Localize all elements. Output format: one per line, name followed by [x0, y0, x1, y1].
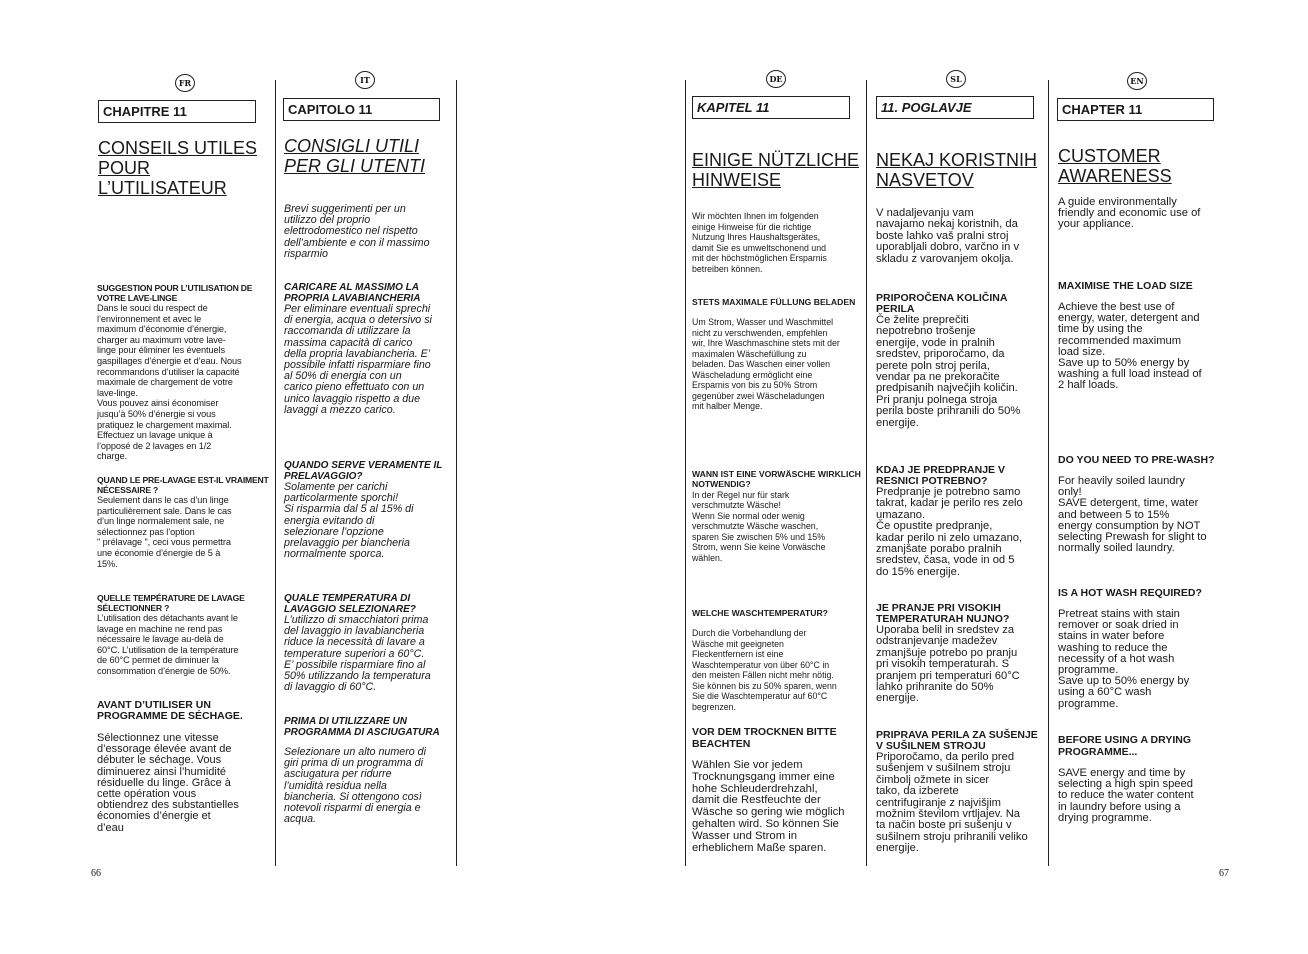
section-heading: WANN IST EINE VORWÄSCHE WIRKLICH NOTWENDIG?: [692, 469, 861, 490]
intro-text-sl: V nadaljevanju vam navajamo nekaj koristnih, da boste lahko vaš pralni stroj uporabljali dobro, varčno in v skladu z varovanjem okolja.: [876, 207, 1020, 265]
section-body: Achieve the best use of energy, water, detergent and time by using the recommended maximum load size. Save up to 50% energy by washing a full load instead of 2 half loads.: [1058, 301, 1202, 392]
section-heading: PRIMA DI UTILIZZARE UN PROGRAMMA DI ASCIUGATURA: [284, 716, 440, 738]
section-body: For heavily soiled laundry only! SAVE detergent, time, water and between 5 to 15% energy consumption by NOT selecting Prewash for slight to normally soiled laundry.: [1058, 475, 1207, 555]
section-heading: DO YOU NEED TO PRE-WASH?: [1058, 454, 1215, 466]
section-body: L’utilisation des détachants avant le lavage en machine ne rend pas nécessaire le lavage au-delà de 60°C. L’utilisation de la température de 60°C permet de diminuer la consommation d’énergie de 50%.: [97, 613, 239, 676]
section-title-it-line1: CONSIGLI UTILI: [284, 136, 420, 156]
section-title-it: [284, 136, 454, 176]
section-title-sl-line1: NEKAJ KORISTNIH: [876, 150, 1038, 170]
section-title-fr: [98, 138, 273, 198]
section-heading: VOR DEM TROCKNEN BITTE BEACHTEN: [692, 726, 837, 750]
language-badge-it: IT: [355, 71, 375, 89]
section-body: Per eliminare eventuali sprechi di energia, acqua o detersivo si raccomanda di utilizzare la massima capacità di carico della propria lavabiancheria. E’ possibile infatti risparmiare fino al 50% di energia con un carico pieno effettuato con un unico lavaggio rispetto a due lavaggi a mezzo carico.: [284, 303, 432, 416]
section-body: Selezionare un alto numero di giri prima di un programma di asciugatura per ridurre l’umidità residua nella biancheria. Si ottengono così notevoli risparmi di energia e acqua.: [284, 746, 426, 826]
section-body: Pretreat stains with stain remover or soak dried in stains in water before washing to reduce the necessity of a hot wash programme. Save up to 50% energy by using a 60°C wash programme.: [1058, 608, 1190, 710]
language-badge-en: EN: [1127, 72, 1147, 90]
en-section-load: [1058, 280, 1228, 392]
section-heading: PRIPOROČENA KOLIČINA PERILA: [876, 292, 1008, 315]
en-section-prewash: [1058, 454, 1228, 554]
chapter-label-sl: 11. POGLAVJE: [876, 96, 1034, 119]
intro-text-en: A guide environmentally friendly and economic use of your appliance.: [1058, 196, 1201, 231]
section-heading: SUGGESTION POUR L’UTILISATION DE VOTRE LAVE-LINGE: [97, 283, 253, 303]
section-body: In der Regel nur für stark verschmutzte Wäsche! Wenn Sie normal oder wenig verschmutzte Wäsche waschen, sparen Sie zwischen 5% und 15% Strom, wenn Sie keine Vorwäsche wählen.: [692, 489, 826, 563]
page-number-left: 66: [91, 868, 101, 879]
it-section-prewash: [284, 460, 454, 560]
section-title-fr-line1: CONSEILS UTILES: [98, 138, 258, 158]
it-section-load: [284, 282, 454, 416]
section-heading: KDAJ JE PREDPRANJE V RESNICI POTREBNO?: [876, 464, 1005, 487]
intro-text-de: Wir möchten Ihnen im folgenden einige Hinweise für die richtige Nutzung Ihres Haushaltsgerätes, damit Sie es umweltschonend und mit der höchstmöglichen Ersparnis betreiben können.: [692, 211, 827, 274]
language-badge-de: DE: [766, 70, 786, 88]
section-title-en-line1: CUSTOMER: [1058, 146, 1161, 166]
section-body: L’utilizzo di smacchiatori prima del lavaggio in lavabiancheria riduce la necessità di lavare a temperature superiori a 60°C. E’ possibile risparmiare fino al 50% utilizzando la temperatura di lavaggio di 60°C.: [284, 614, 431, 694]
section-heading: QUELLE TEMPÉRATURE DE LAVAGE SÉLECTIONNER ?: [97, 593, 245, 613]
section-body: Če želite preprečiti nepotrebno trošenje energije, vode in pralnih sredstev, priporočamo, da perete poln stroj perila, vendar pa ne prekoračite predpisanih največjih količin. Pri pranju polnega stroja perila boste prihranili do 50% energije.: [876, 314, 1021, 429]
sl-section-load: [876, 293, 1046, 429]
section-title-en: [1058, 146, 1228, 186]
it-section-temperature: [284, 593, 454, 693]
section-body: Priporočamo, da perilo pred sušenjem v sušilnem stroju čimbolj ožmete in sicer tako, da izberete centrifugiranje z najvišjim možnim številom vrtljajev. Na ta način boste pri sušenju v sušilnem stroju prihranili veliko energije.: [876, 751, 1028, 855]
divider-line-fr-it: [275, 80, 276, 866]
divider-line-de-left: [685, 80, 686, 866]
section-heading: BEFORE USING A DRYING PROGRAMME...: [1058, 734, 1192, 758]
section-title-en-line2: AWARENESS: [1058, 166, 1172, 186]
section-title-de-line1: EINIGE NÜTZLICHE: [692, 150, 860, 170]
sl-section-prewash: [876, 465, 1046, 578]
section-body: Wählen Sie vor jedem Trocknungsgang immer eine hohe Schleuderdrehzahl, damit die Restfeuchte der Wäsche so gering wie möglich gehalten wird. So können Sie Wasser und Strom in erheblichem Maße sparen.: [692, 759, 845, 854]
en-section-drying: [1058, 734, 1228, 824]
section-heading: AVANT D’UTILISER UN PROGRAMME DE SÉCHAGE.: [97, 699, 243, 722]
section-title-it-line2: PER GLI UTENTI: [284, 156, 426, 176]
page-number-right: 67: [1219, 868, 1229, 879]
section-heading: WELCHE WASCHTEMPERATUR?: [692, 608, 828, 618]
chapter-label-fr: CHAPITRE 11: [98, 100, 256, 123]
fr-section-drying: [97, 700, 272, 834]
de-section-prewash: [692, 469, 864, 563]
fr-section-load: [97, 283, 272, 462]
de-section-drying: [692, 726, 864, 854]
de-section-temperature: [692, 608, 864, 712]
section-heading: QUANDO SERVE VERAMENTE IL PRELAVAGGIO?: [284, 460, 443, 482]
section-title-sl: [876, 150, 1046, 190]
section-heading: PRIPRAVA PERILA ZA SUŠENJE V SUŠILNEM STROJU: [876, 729, 1038, 752]
section-heading: MAXIMISE THE LOAD SIZE: [1058, 280, 1193, 292]
section-body: Dans le souci du respect de l’environnement et avec le maximum d’économie d’énergie, charger au maximum votre lave- linge pour éliminer les éventuels gaspillages d’énergie et d’eau. Nous recommandons d’utiliser la capacité maximale de chargement de votre lave-linge. Vous pouvez ainsi économiser jusqu’à 50% d’énergie si vous pratiquez le chargement maximal. Effectuez un lavage unique à l’opposé de 2 lavages en 1/2 charge.: [97, 303, 242, 462]
section-body: Uporaba belil in sredstev za odstranjevanje madežev zmanjšuje potrebo po pranju pri visokih temperaturah. S pranjem pri temperaturi 60°C lahko prihranite do 50% energije.: [876, 624, 1020, 705]
section-heading: CARICARE AL MASSIMO LA PROPRIA LAVABIANCHERIA: [284, 282, 421, 304]
intro-text-it: Brevi suggerimenti per un utilizzo del proprio elettrodomestico nel rispetto dell’ambiente e con il massimo risparmio: [284, 203, 430, 260]
section-body: SAVE energy and time by selecting a high spin speed to reduce the water content in laundry before using a drying programme.: [1058, 767, 1194, 824]
divider-line-de-sl: [866, 80, 867, 866]
chapter-label-en: CHAPTER 11: [1057, 98, 1214, 121]
section-title-fr-line2: POUR L’UTILISATEUR: [98, 158, 227, 198]
en-section-temperature: [1058, 587, 1228, 710]
de-section-load: [692, 297, 864, 412]
section-title-de: [692, 150, 864, 190]
section-heading: IS A HOT WASH REQUIRED?: [1058, 587, 1202, 599]
section-body: Solamente per carichi particolarmente sporchi! Si risparmia dal 5 al 15% di energia evitando di selezionare l’opzione prelavaggio per biancheria normalmente sporca.: [284, 481, 414, 561]
section-heading: JE PRANJE PRI VISOKIH TEMPERATURAH NUJNO?: [876, 602, 1010, 625]
section-body: Predpranje je potrebno samo takrat, kadar je perilo res zelo umazano. Če opustite predpranje, kadar perilo ni zelo umazano, zmanjšate porabo pralnih sredstev, časa, vode in od 5 do 15% energije.: [876, 486, 1023, 578]
section-title-sl-line2: NASVETOV: [876, 170, 974, 190]
fr-section-prewash: [97, 475, 272, 569]
sl-section-temperature: [876, 603, 1046, 705]
fr-section-temperature: [97, 593, 272, 677]
section-body: Um Strom, Wasser und Waschmittel nicht zu verschwenden, empfehlen wir, Ihre Waschmaschine stets mit der maximalen Wäschefüllung zu beladen. Das Waschen einer vollen Wäscheladung ermöglicht eine Ersparnis von bis zu 50% Strom gegenüber zwei Wäscheladungen mit halber Menge.: [692, 317, 840, 412]
section-body: Seulement dans le cas d’un linge particulièrement sale. Dans le cas d’un linge normalement sale, ne sélectionnez pas l’option " prélavage ", ceci vous permettra une économie d’énergie de 5 à 15%.: [97, 495, 232, 569]
section-body: Durch die Vorbehandlung der Wäsche mit geeigneten Fleckentfernern ist eine Waschtemperatur von über 60°C in den meisten Fällen nicht mehr nötig. Sie können bis zu 50% sparen, wenn Sie die Waschtemperatur auf 60°C begrenzen.: [692, 628, 837, 712]
language-badge-fr: FR: [175, 74, 195, 92]
chapter-label-de: KAPITEL 11: [692, 96, 850, 119]
section-title-de-line2: HINWEISE: [692, 170, 782, 190]
section-heading: STETS MAXIMALE FÜLLUNG BELADEN: [692, 297, 856, 307]
sl-section-drying: [876, 730, 1046, 855]
section-heading: QUALE TEMPERATURA DI LAVAGGIO SELEZIONARE?: [284, 593, 416, 615]
it-section-drying: [284, 716, 454, 825]
divider-line-sl-en: [1048, 80, 1049, 866]
chapter-label-it-text: CAPITOLO 11: [288, 102, 373, 117]
section-heading: QUAND LE PRE-LAVAGE EST-IL VRAIMENT NÉCESSAIRE ?: [97, 475, 269, 495]
section-body: Sélectionnez une vitesse d’essorage élevée avant de débuter le séchage. Vous diminuerez ainsi l’humidité résiduelle du linge. Grâce à cette opération vous obtiendrez des substantielles économies d’énergie et d’eau: [97, 732, 239, 834]
language-badge-sl: SL: [946, 70, 966, 88]
divider-line-it-right: [456, 80, 457, 866]
chapter-label-it: [283, 98, 440, 121]
